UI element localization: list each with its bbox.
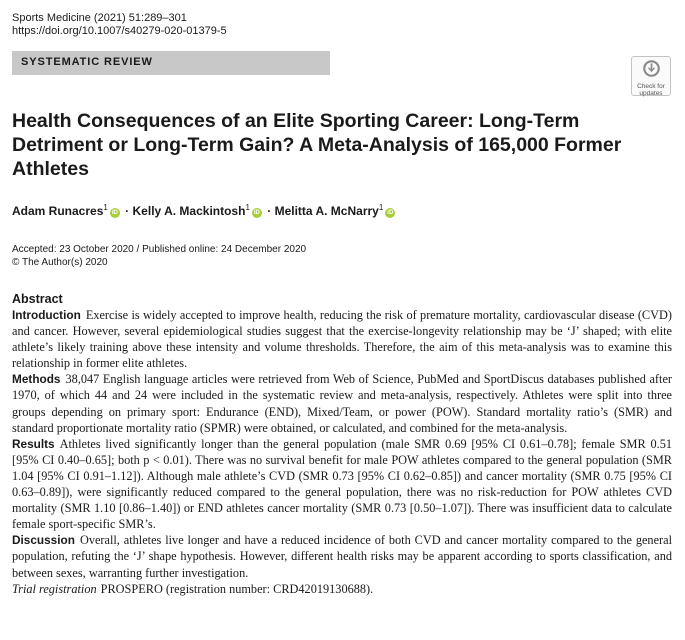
orcid-icon[interactable]: iD: [111, 210, 118, 216]
abstract-introduction: [12, 307, 672, 371]
author-affiliation: 1: [245, 203, 250, 212]
author-affiliation: 1: [378, 203, 384, 212]
abstract-trial-registration: [12, 581, 672, 597]
results-heading: Results: [12, 436, 55, 451]
author-name[interactable]: Adam Runacres: [12, 204, 104, 218]
title-line: Athletes: [12, 158, 89, 180]
check-for-updates-badge[interactable]: [631, 56, 671, 96]
doi-link[interactable]: https://doi.org/10.1007/s40279-020-01379-5: [12, 25, 227, 37]
title-line: Detriment or Long-Term Gain? A Meta-Analysis of 165,000 Former: [12, 134, 622, 156]
methods-heading: Methods: [12, 372, 61, 387]
author-list: [12, 203, 397, 218]
abstract-section: [12, 292, 672, 597]
methods-text: 38,047 English language articles were retrieved from Web of Science, PubMed and SportDiscus databases published after 1970, of which 44 and 24 were included in the systematic review and meta-analysis, respectively. Athletes were split into three groups depending on primary sport: Endurance (END), Mixed/Team, or power (POW). Standard mortality ratio’s (SMR) and standard proportionate mortality ratio (SPMR) were obtained, or calculated, and combined for the meta-analysis.: [12, 372, 672, 435]
publication-history: Accepted: 23 October 2020 / Published online: 24 December 2020: [12, 244, 307, 255]
journal-header: [12, 12, 227, 38]
author-name[interactable]: Kelly A. Mackintosh: [132, 204, 246, 218]
section-label: SYSTEMATIC REVIEW: [21, 56, 153, 68]
trial-registration-text: PROSPERO (registration number: CRD42019130688).: [100, 581, 374, 596]
results-text: Athletes lived significantly longer than the general population (male SMR 0.69 [95% CI 0.61–0.78]; female SMR 0.51 [95% CI 0.40–0.65]; both p < 0.01). There was no survival benefit for male POW athletes compared to the general population (SMR 1.04 [95% CI 0.91–1.12]). Although male athlete’s CVD (SMR 0.73 [95% CI 0.62–0.85]) and cancer mortality (SMR 0.75 [95% CI 0.63–0.89]), were significantly reduced compared to the general population, there was no risk-reduction for POW athletes CVD mortality (SMR 1.10 [0.86–1.40]) or END athletes cancer mortality (SMR 0.73 [0.50–1.07]). There was insufficient data to calculate female sport-specific SMR’s.: [12, 436, 672, 532]
abstract-heading: Abstract: [12, 292, 63, 306]
check-updates-line2: updates: [639, 90, 663, 97]
author-separator: ·: [267, 204, 272, 218]
check-updates-icon: [643, 60, 660, 77]
title-line: Health Consequences of an Elite Sporting Career: Long-Term: [12, 110, 580, 132]
article-title: [12, 109, 622, 181]
author-affiliation: 1: [103, 203, 108, 212]
abstract-methods: [12, 371, 672, 435]
check-updates-line1: Check for: [637, 83, 665, 90]
author-separator: ·: [125, 204, 130, 218]
abstract-discussion: [12, 532, 672, 580]
author-name[interactable]: Melitta A. McNarry: [274, 204, 379, 218]
abstract-results: [12, 436, 672, 533]
discussion-heading: Discussion: [12, 533, 75, 548]
discussion-text: Overall, athletes live longer and have a reduced incidence of both CVD and cancer mortality compared to the general population, refuting the ‘J’ shape hypothesis. However, different health risks may be apparent according to sports classification, and between sexes, warranting further investigation.: [12, 533, 672, 580]
section-label-bar: [12, 51, 330, 75]
trial-registration-heading: Trial registration: [12, 581, 97, 596]
journal-citation: Sports Medicine (2021) 51:289–301: [12, 12, 187, 24]
publication-dates: [12, 243, 306, 269]
orcid-icon[interactable]: iD: [253, 210, 260, 216]
copyright-notice: © The Author(s) 2020: [12, 257, 108, 268]
introduction-text: Exercise is widely accepted to improve health, reducing the risk of premature mortality, cardiovascular disease (CVD) and cancer. However, several epidemiological studies suggest that the exercise-longevity relationship may be ‘J’ shaped; with elite athlete’s likely training above these intensity and volume thresholds. Therefore, the aim of this meta-analysis was to examine this relationship in former elite athletes.: [12, 308, 672, 371]
orcid-icon[interactable]: iD: [387, 210, 394, 216]
introduction-heading: Introduction: [12, 308, 81, 322]
